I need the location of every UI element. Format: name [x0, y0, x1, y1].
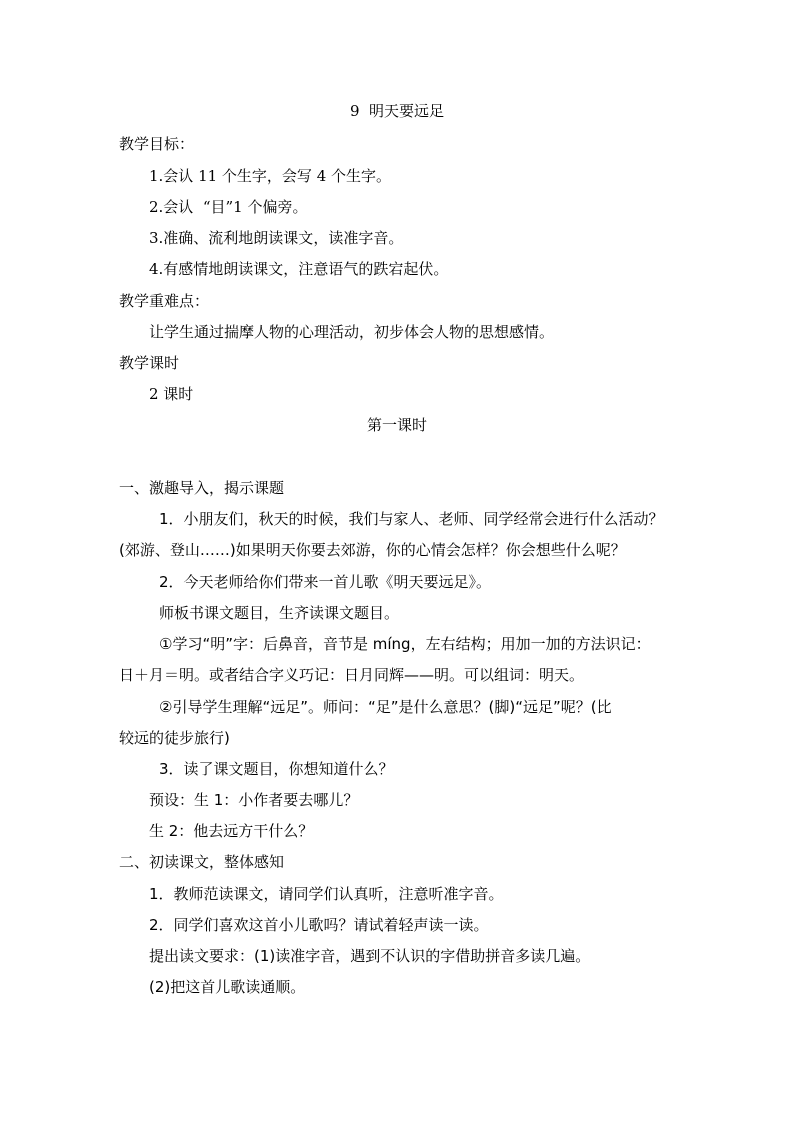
goal-item-1: 1.会认 11 个生字，会写 4 个生字。: [149, 167, 392, 185]
part2-paragraph-2: 2．同学们喜欢这首小儿歌吗？请试着轻声读一读。: [149, 916, 489, 934]
part1-heading: 一、激趣导入，揭示课题: [119, 479, 285, 497]
key-points-text: 让学生通过揣摩人物的心理活动，初步体会人物的思想感情。: [149, 323, 555, 341]
goal-item-2: 2.会认 “目”1 个偏旁。: [149, 198, 308, 216]
part1-paragraph-5-line-2: 较远的徒步旅行): [119, 729, 230, 747]
section-heading-period: 教学课时: [119, 354, 180, 372]
part1-paragraph-5-line-1: ②引导学生理解“远足”。师问：“足”是什么意思？(脚)“远足”呢？(比: [159, 698, 612, 716]
part1-paragraph-6: 3．读了课文题目，你想知道什么？: [159, 760, 394, 778]
part1-paragraph-7: 预设：生 1：小作者要去哪儿？: [149, 791, 359, 809]
part1-paragraph-1-line-2: (郊游、登山……)如果明天你要去郊游，你的心情会怎样？你会想些什么呢？: [119, 541, 626, 559]
part2-heading: 二、初读课文，整体感知: [119, 853, 285, 871]
part1-paragraph-4-line-2: 日＋月＝明。或者结合字义巧记：日月同辉——明。可以组词：明天。: [119, 666, 585, 684]
lesson-heading: 第一课时: [366, 416, 427, 434]
part2-paragraph-4: (2)把这首儿歌读通顺。: [149, 978, 306, 996]
goal-item-3: 3.准确、流利地朗读课文，读准字音。: [149, 229, 404, 247]
period-value: 2 课时: [149, 385, 194, 403]
part2-paragraph-1: 1．教师范读课文，请同学们认真听，注意听准字音。: [149, 885, 504, 903]
document-title: 9 明天要远足: [349, 102, 445, 120]
part2-paragraph-3: 提出读文要求：(1)读准字音，遇到不认识的字借助拼音多读几遍。: [149, 947, 591, 965]
part1-paragraph-3: 师板书课文题目，生齐读课文题目。: [159, 604, 400, 622]
section-heading-key-points: 教学重难点：: [119, 292, 210, 310]
part1-paragraph-1-line-1: 1．小朋友们，秋天的时候，我们与家人、老师、同学经常会进行什么活动？: [159, 510, 664, 528]
part1-paragraph-8: 生 2：他去远方干什么？: [149, 822, 314, 840]
section-heading-goals: 教学目标：: [119, 135, 195, 153]
goal-item-4: 4.有感情地朗读课文，注意语气的跌宕起伏。: [149, 260, 449, 278]
part1-paragraph-4-line-1: ①学习“明”字：后鼻音，音节是 míng，左右结构；用加一加的方法识记：: [159, 635, 651, 653]
part1-paragraph-2: 2．今天老师给你们带来一首儿歌《明天要远足》。: [159, 573, 492, 591]
